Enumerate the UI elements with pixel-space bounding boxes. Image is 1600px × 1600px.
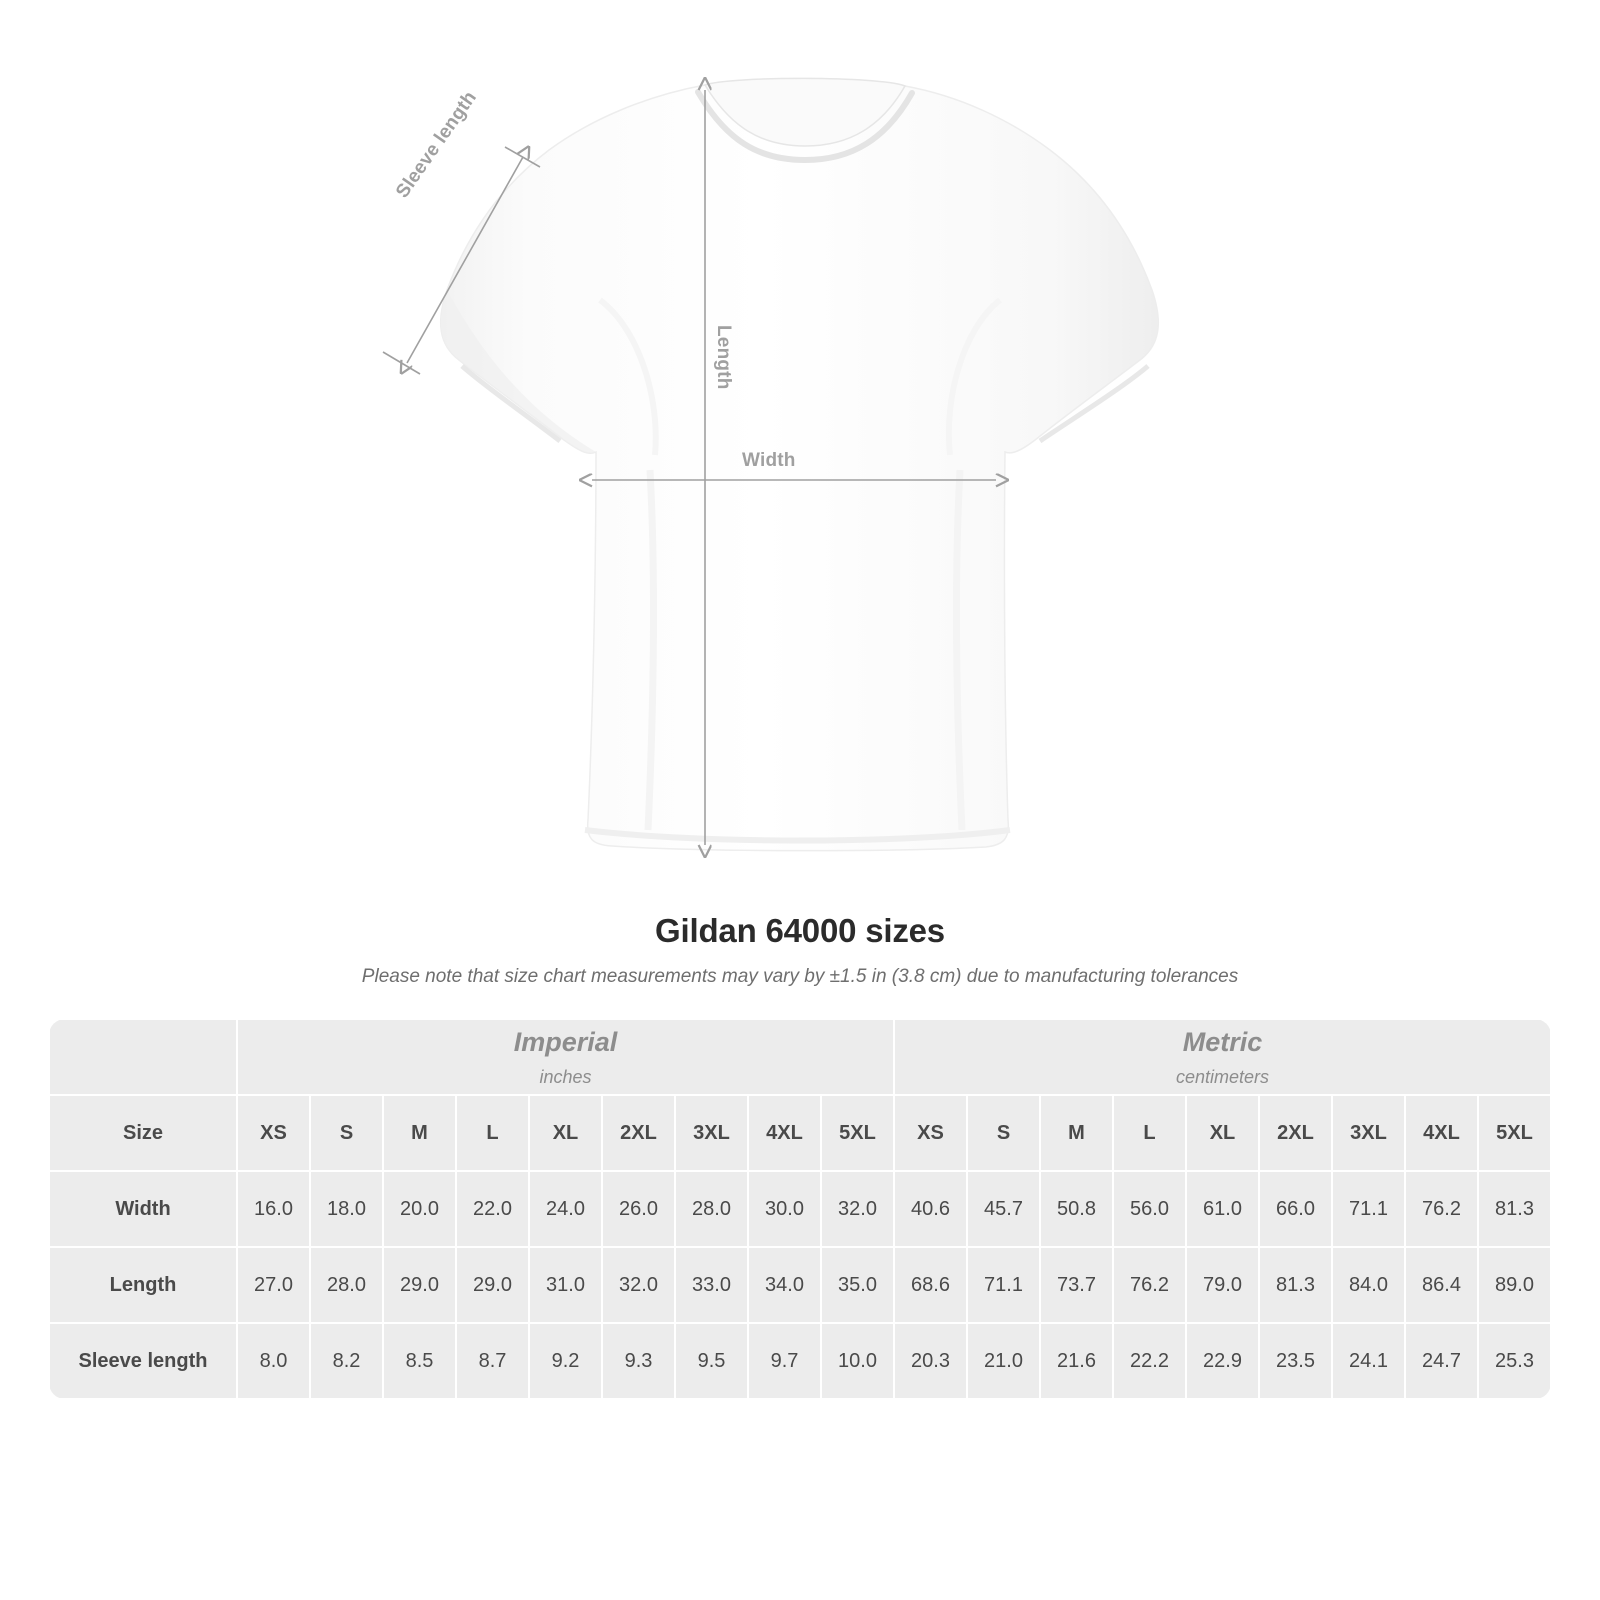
cell-width-6: 28.0 [675,1171,748,1247]
page-title: Gildan 64000 sizes [655,912,945,949]
cell-length-8: 35.0 [821,1247,894,1323]
cell-length-6: 33.0 [675,1247,748,1323]
cell-width-2: 20.0 [383,1171,456,1247]
cell-width-5: 26.0 [602,1171,675,1247]
cell-width-12: 56.0 [1113,1171,1186,1247]
cell-width-15: 71.1 [1332,1171,1405,1247]
cell-sleeve-17: 25.3 [1478,1323,1551,1399]
header-size: Size [49,1095,237,1171]
cell-length-11: 73.7 [1040,1247,1113,1323]
header-size-2xl-metric: 2XL [1259,1095,1332,1171]
size-table [48,1018,1552,1400]
cell-sleeve-8: 10.0 [821,1323,894,1399]
cell-sleeve-4: 9.2 [529,1323,602,1399]
header-size-4xl-metric: 4XL [1405,1095,1478,1171]
cell-sleeve-2: 8.5 [383,1323,456,1399]
heading-block [0,912,1600,988]
corner-cell [49,1019,237,1095]
header-size-xl-metric: XL [1186,1095,1259,1171]
row-label-width: Width [49,1171,237,1247]
cell-length-17: 89.0 [1478,1247,1551,1323]
cell-length-12: 76.2 [1113,1247,1186,1323]
cell-sleeve-9: 20.3 [894,1323,967,1399]
cell-width-3: 22.0 [456,1171,529,1247]
cell-width-17: 81.3 [1478,1171,1551,1247]
shirt-body [441,78,1159,850]
cell-width-16: 76.2 [1405,1171,1478,1247]
cell-width-11: 50.8 [1040,1171,1113,1247]
table-header-row [49,1095,1551,1171]
cell-sleeve-16: 24.7 [1405,1323,1478,1399]
table-row [49,1171,1551,1247]
cell-length-9: 68.6 [894,1247,967,1323]
header-size-3xl-metric: 3XL [1332,1095,1405,1171]
header-size-m-metric: M [1040,1095,1113,1171]
cell-width-13: 61.0 [1186,1171,1259,1247]
cell-sleeve-12: 22.2 [1113,1323,1186,1399]
unit-group-imperial-name: Imperial [513,1026,618,1057]
header-size-5xl-imperial: 5XL [821,1095,894,1171]
cell-sleeve-3: 8.7 [456,1323,529,1399]
unit-group-imperial-sub: inches [539,1066,592,1087]
cell-width-7: 30.0 [748,1171,821,1247]
cell-sleeve-5: 9.3 [602,1323,675,1399]
cell-width-4: 24.0 [529,1171,602,1247]
cell-length-14: 81.3 [1259,1247,1332,1323]
cell-length-16: 86.4 [1405,1247,1478,1323]
cell-length-5: 32.0 [602,1247,675,1323]
length-label: Length [713,325,734,390]
header-size-xl-imperial: XL [529,1095,602,1171]
header-size-4xl-imperial: 4XL [748,1095,821,1171]
table-row [49,1247,1551,1323]
cell-width-9: 40.6 [894,1171,967,1247]
header-size-3xl-imperial: 3XL [675,1095,748,1171]
header-size-m-imperial: M [383,1095,456,1171]
header-size-l-metric: L [1113,1095,1186,1171]
cell-width-8: 32.0 [821,1171,894,1247]
cell-length-2: 29.0 [383,1247,456,1323]
cell-sleeve-11: 21.6 [1040,1323,1113,1399]
cell-length-0: 27.0 [237,1247,310,1323]
cell-sleeve-1: 8.2 [310,1323,383,1399]
unit-group-metric-name: Metric [1182,1026,1263,1057]
header-size-s-metric: S [967,1095,1040,1171]
unit-group-metric-sub: centimeters [1175,1066,1270,1087]
header-size-5xl-metric: 5XL [1478,1095,1551,1171]
cell-sleeve-6: 9.5 [675,1323,748,1399]
cell-length-7: 34.0 [748,1247,821,1323]
cell-length-3: 29.0 [456,1247,529,1323]
unit-group-metric [894,1019,1551,1095]
header-size-2xl-imperial: 2XL [602,1095,675,1171]
cell-sleeve-10: 21.0 [967,1323,1040,1399]
tolerance-note: Please note that size chart measurements may vary by ±1.5 in (3.8 cm) due to manufacturing tolerances [361,966,1239,987]
header-size-s-imperial: S [310,1095,383,1171]
width-label: Width [742,450,796,471]
row-label-sleeve-length: Sleeve length [49,1323,237,1399]
sleeve-length-label: Sleeve length [392,87,481,203]
unit-group-row [49,1019,1551,1095]
cell-length-1: 28.0 [310,1247,383,1323]
cell-sleeve-15: 24.1 [1332,1323,1405,1399]
cell-sleeve-7: 9.7 [748,1323,821,1399]
header-size-l-imperial: L [456,1095,529,1171]
cell-length-15: 84.0 [1332,1247,1405,1323]
size-table-wrap [48,1018,1552,1400]
cell-width-14: 66.0 [1259,1171,1332,1247]
row-label-length: Length [49,1247,237,1323]
header-size-xs-metric: XS [894,1095,967,1171]
cell-width-10: 45.7 [967,1171,1040,1247]
cell-length-4: 31.0 [529,1247,602,1323]
cell-width-0: 16.0 [237,1171,310,1247]
cell-length-10: 71.1 [967,1247,1040,1323]
cell-sleeve-13: 22.9 [1186,1323,1259,1399]
cell-width-1: 18.0 [310,1171,383,1247]
unit-group-imperial [237,1019,894,1095]
table-row [49,1323,1551,1399]
cell-sleeve-0: 8.0 [237,1323,310,1399]
cell-sleeve-14: 23.5 [1259,1323,1332,1399]
cell-length-13: 79.0 [1186,1247,1259,1323]
header-size-xs-imperial: XS [237,1095,310,1171]
